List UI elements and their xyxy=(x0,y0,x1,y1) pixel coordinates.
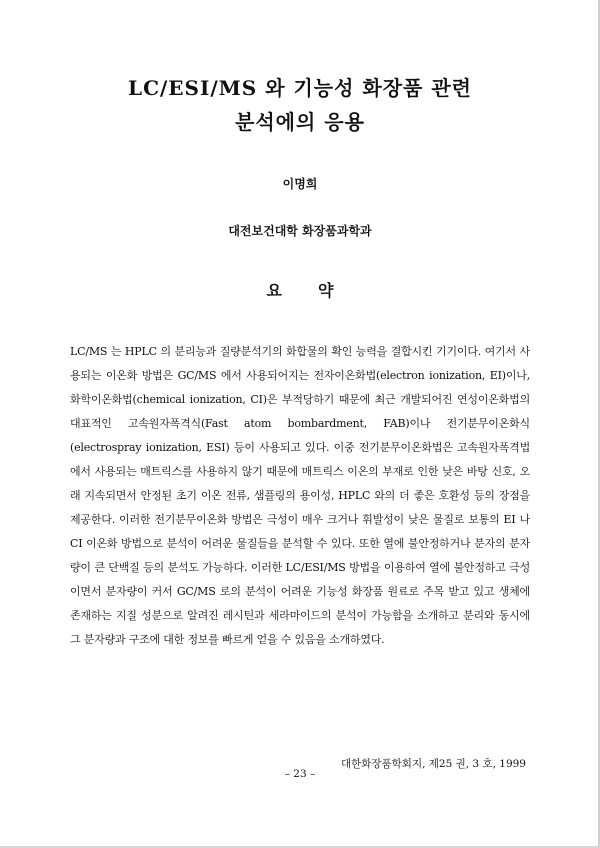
title-line-1: LC/ESI/MS 와 기능성 화장품 관련 xyxy=(128,76,472,100)
page-number: – 23 – xyxy=(284,768,316,780)
abstract-heading: 요약 xyxy=(266,281,370,300)
author-affiliation: 대전보건대학 화장품과학과 xyxy=(228,224,372,238)
journal-citation: 대한화장품학회지, 제25 권, 3 호, 1999 xyxy=(340,758,526,770)
abstract-body: LC/MS 는 HPLC 의 분리능과 질량분석기의 화합물의 확인 능력을 결합시킨 기기이다. 여기서 사용되는 이온화 방법은 GC/MS 에서 사용되어지는 전자이온화법(electron ionization, EI)이나, 화학이온화법(chemical ionization, CI)은 부적당하기 때문에 최근 개발되어진 연성이온화법의 대표적인 고속원자폭격식(Fast atom bombardment, FAB)이나 전기분무이온화식(electrospray ionization, ESI) 등이 사용되고 있다. 이중 전기분무이온화법은 고속원자폭격법에서 사용되는 매트릭스를 사용하지 않기 때문에 매트릭스 이온의 부재로 인한 낮은 바탕 신호, 오래 지속되면서 안정된 초기 이온 전류, 샘플링의 용이성, HPLC 와의 더 좋은 호환성 등의 장점을 제공한다. 이러한 전기분무이온화 방법은 극성이 매우 크거나 휘발성이 낮은 물질로 보통의 EI 나 CI 이온화 방법으로 분석이 어려운 물질들을 분석할 수 있다. 또한 열에 불안정하거나 분자의 분자량이 큰 단백질 등의 분석도 가능하다. 이러한 LC/ESI/MS 방법을 이용하여 열에 불안정하고 극성이면서 분자량이 커서 GC/MS 로의 분석이 어려운 기능성 화장품 원료로 주목 받고 있고 생체에 존재하는 지질 성분으로 알려진 레시틴과 세라마이드의 분석이 가능함을 소개하고 분리와 동시에 그 분자량과 구조에 대한 정보를 빠르게 얻을 수 있음을 소개하였다. xyxy=(70,345,530,646)
author-name: 이명희 xyxy=(282,177,318,191)
title-line-2: 분석에의 응용 xyxy=(235,110,365,134)
